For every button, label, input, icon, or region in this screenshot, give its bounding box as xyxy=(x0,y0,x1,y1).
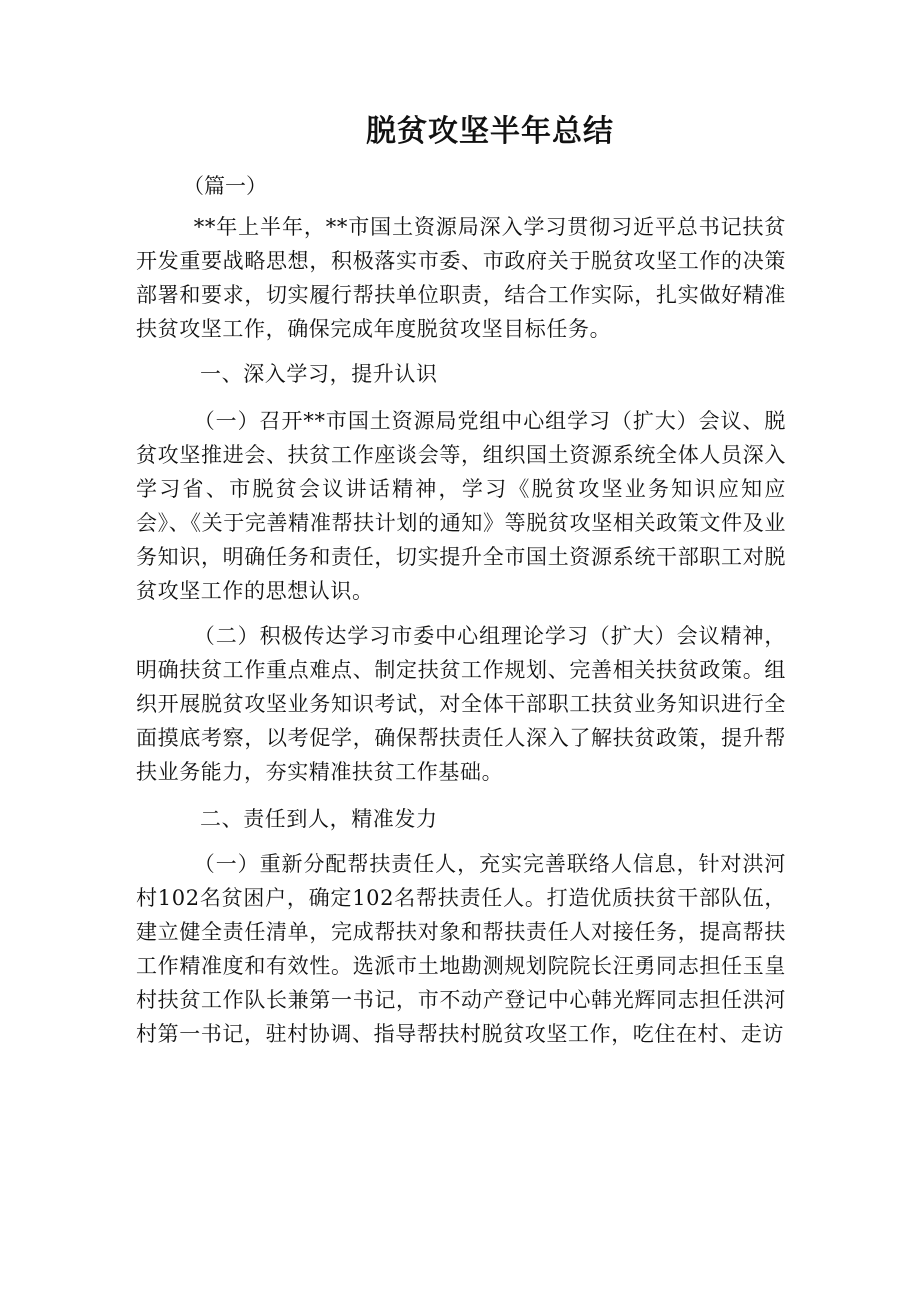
part-label: （篇一） xyxy=(183,174,267,198)
intro-paragraph: **年上半年，**市国土资源局深入学习贯彻习近平总书记扶贫开发重要战略思想，积极落实市委、市政府关于脱贫攻坚工作的决策部署和要求，切实履行帮扶单位职责，结合工作实际，扎实做好精准扶贫攻坚工作，确保完成年度脱贫攻坚目标任务。 xyxy=(136,215,786,341)
section-heading-2: 二、责任到人，精准发力 xyxy=(200,807,438,831)
section-heading-1: 一、深入学习，提升认识 xyxy=(200,362,438,386)
section1-item2-paragraph: （二）积极传达学习市委中心组理论学习（扩大）会议精神，明确扶贫工作重点难点、制定扶贫工作规划、完善相关扶贫政策。组织开展脱贫攻坚业务知识考试，对全体干部职工扶贫业务知识进行全面摸底考察，以考促学，确保帮扶责任人深入了解扶贫政策，提升帮扶业务能力，夯实精准扶贫工作基础。 xyxy=(136,624,786,784)
section1-item1-paragraph: （一）召开**市国土资源局党组中心组学习（扩大）会议、脱贫攻坚推进会、扶贫工作座谈会等，组织国土资源系统全体人员深入学习省、市脱贫会议讲话精神，学习《脱贫攻坚业务知识应知应会》、《关于完善精准帮扶计划的通知》等脱贫攻坚相关政策文件及业务知识，明确任务和责任，切实提升全市国土资源系统干部职工对脱贫攻坚工作的思想认识。 xyxy=(136,409,786,603)
document-body xyxy=(136,210,786,1051)
document-title: 脱贫攻坚半年总结 xyxy=(366,114,614,149)
section2-item1-paragraph: （一）重新分配帮扶责任人，充实完善联络人信息，针对洪河村102名贫困户，确定102名帮扶责任人。打造优质扶贫干部队伍，建立健全责任清单，完成帮扶对象和帮扶责任人对接任务，提高帮扶工作精准度和有效性。选派市土地勘测规划院院长汪勇同志担任玉皇村扶贫工作队长兼第一书记，市不动产登记中心韩光辉同志担任洪河村第一书记，驻村协调、指导帮扶村脱贫攻坚工作，吃住在村、走访 xyxy=(136,852,786,1046)
